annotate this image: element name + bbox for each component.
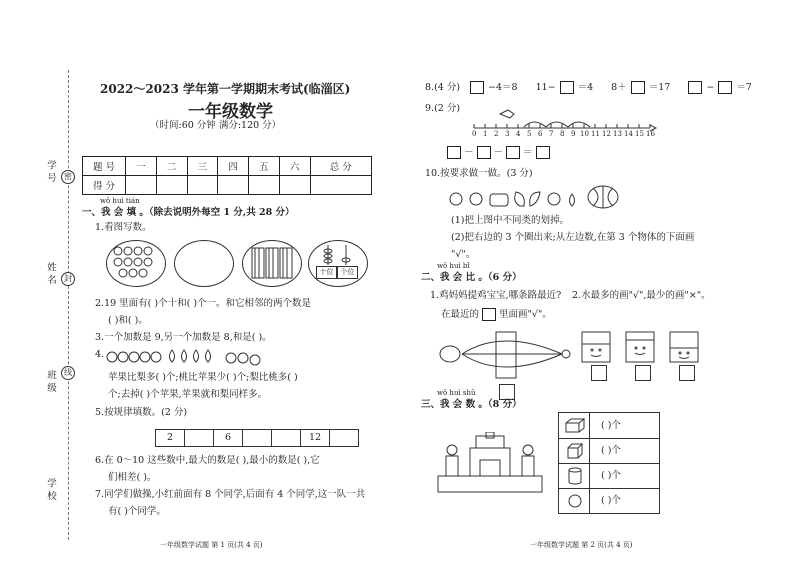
fruit-row-icon bbox=[106, 346, 266, 368]
q3-text: 3.一个加数是 9,另一个加数是 8,和是( )。 bbox=[95, 332, 272, 343]
tick-label: 6 bbox=[538, 130, 543, 138]
section3-pinyin: wǒ huì shǔ bbox=[437, 389, 476, 397]
section1-pinyin: wǒ huì tián bbox=[100, 197, 140, 205]
q4-line1: 苹果比梨多( )个;桃比苹果少( )个;梨比桃多( ) bbox=[108, 372, 298, 383]
cuboid-icon bbox=[565, 418, 585, 434]
score-cell[interactable] bbox=[249, 176, 280, 195]
tick-label: 14 bbox=[624, 130, 633, 138]
q4-line2: 个;去掉( )个苹果,苹果就和梨同样多。 bbox=[108, 389, 268, 400]
cup-answer-box[interactable] bbox=[679, 365, 695, 381]
score-cell[interactable] bbox=[156, 176, 187, 195]
q5-cell[interactable] bbox=[330, 429, 359, 447]
tick-label: 3 bbox=[505, 130, 510, 138]
score-col: 三 bbox=[187, 157, 218, 176]
tick-label: 16 bbox=[646, 130, 655, 138]
binding-school: 学 校 bbox=[45, 478, 56, 501]
tick-label: 8 bbox=[560, 130, 565, 138]
path-answer-box[interactable] bbox=[499, 384, 515, 400]
binding-seal: 密 bbox=[61, 170, 75, 184]
s2-q2: 2.水最多的画"√",最少的画"×"。 bbox=[572, 290, 711, 301]
answer-box[interactable] bbox=[506, 146, 520, 159]
q5-cell[interactable]: 12 bbox=[301, 429, 330, 447]
s2-q1-c: 里面画"√"。 bbox=[499, 308, 552, 320]
count-table bbox=[558, 412, 660, 514]
q5-cell[interactable] bbox=[272, 429, 301, 447]
score-col: 五 bbox=[249, 157, 280, 176]
eq-text: ＝4 bbox=[577, 81, 594, 93]
q2-line2: ( )和( )。 bbox=[108, 315, 148, 326]
tick-label: 9 bbox=[571, 130, 576, 138]
answer-box[interactable] bbox=[718, 81, 732, 94]
section1-title: 一、我 会 填 。（除去说明外每空 1 分,共 28 分） bbox=[82, 207, 295, 218]
answer-box[interactable] bbox=[560, 81, 574, 94]
score-col: 一 bbox=[126, 157, 157, 176]
answer-box[interactable] bbox=[536, 146, 550, 159]
tick-label: 10 bbox=[580, 130, 589, 138]
water-cups-picture bbox=[580, 330, 700, 364]
q5-cell[interactable] bbox=[185, 429, 214, 447]
score-cell[interactable] bbox=[310, 176, 372, 195]
score-cell[interactable] bbox=[279, 176, 310, 195]
eq-text: ＝7 bbox=[736, 81, 752, 93]
tick-label: 15 bbox=[635, 130, 644, 138]
section3-title: 三、我 会 数 。（8 分） bbox=[421, 399, 522, 410]
q6-line2: 们相差( )。 bbox=[108, 472, 157, 483]
cylinder-icon bbox=[568, 467, 582, 485]
answer-box[interactable] bbox=[482, 308, 496, 321]
fruit-objects-icon bbox=[448, 184, 623, 210]
footer-left: 一年级数学试题 第 1 页(共 4 页) bbox=[160, 541, 263, 549]
paths-picture bbox=[436, 330, 576, 382]
binding-name: 姓 名 bbox=[45, 262, 56, 285]
tick-label: 11 bbox=[591, 130, 600, 138]
score-col: 六 bbox=[279, 157, 310, 176]
score-cell[interactable] bbox=[218, 176, 249, 195]
ones-label: 个位 bbox=[337, 266, 358, 279]
q1-text: 1.看图写数。 bbox=[95, 222, 152, 233]
subject-title: 一年级数学 bbox=[188, 102, 273, 122]
count-answer[interactable]: ( )个 bbox=[601, 445, 621, 456]
q10-part1: (1)把上图中不同类的划掉。 bbox=[451, 215, 569, 226]
score-cell[interactable] bbox=[126, 176, 157, 195]
tick-label: 1 bbox=[483, 130, 488, 138]
s2-q1-instruction bbox=[441, 308, 552, 321]
answer-box[interactable] bbox=[688, 81, 702, 94]
binding-feng: 封 bbox=[61, 272, 75, 286]
cup-answer-box[interactable] bbox=[635, 365, 651, 381]
binding-xian: 线 bbox=[61, 366, 75, 380]
time-limit: （时间:60 分钟 满分:120 分） bbox=[150, 120, 282, 131]
tick-label: 4 bbox=[516, 130, 521, 138]
eq-text: −4＝8 bbox=[488, 81, 518, 93]
score-cell[interactable] bbox=[187, 176, 218, 195]
eq-text: ＝17 bbox=[648, 81, 671, 93]
eq-text: 8＋ bbox=[611, 81, 627, 93]
q5-text: 5.按规律填数。(2 分) bbox=[95, 407, 188, 418]
strawberry-icon bbox=[112, 245, 160, 281]
q9-label: 9.(2 分) bbox=[425, 103, 461, 114]
answer-box[interactable] bbox=[447, 146, 461, 159]
tick-label: 5 bbox=[527, 130, 532, 138]
answer-box[interactable] bbox=[477, 146, 491, 159]
q6-line1: 6.在 0～10 这些数中,最大的数是( ),最小的数是( ),它 bbox=[95, 455, 320, 466]
q7-line2: 有( )个同学。 bbox=[108, 506, 166, 517]
q8-label: 8.(4 分) bbox=[425, 82, 461, 93]
q5-cell[interactable]: 6 bbox=[214, 429, 243, 447]
q2-line1: 2.19 里面有( )个十和( )个一。和它相邻的两个数是 bbox=[95, 298, 312, 309]
answer-box[interactable] bbox=[631, 81, 645, 94]
blocks-castle-picture bbox=[436, 432, 546, 496]
answer-box[interactable] bbox=[470, 81, 484, 94]
q10-part3: "√"。 bbox=[451, 249, 476, 260]
q10-part2: (2)把右边的 3 个圈出来;从左边数,在第 3 个物体的下面画 bbox=[451, 232, 695, 243]
s2-q1: 1.鸡妈妈提鸡宝宝,哪条路最近? bbox=[430, 290, 562, 301]
bundle-sticks-icon bbox=[250, 246, 294, 280]
binding-id: 学 号 bbox=[45, 160, 56, 183]
count-answer[interactable]: ( )个 bbox=[601, 470, 621, 481]
score-label: 得 分 bbox=[83, 176, 126, 195]
tick-label: 7 bbox=[549, 130, 554, 138]
binding-line bbox=[68, 70, 69, 540]
tick-label: 12 bbox=[602, 130, 611, 138]
q5-cell[interactable]: 2 bbox=[155, 429, 185, 447]
q5-cell[interactable] bbox=[243, 429, 272, 447]
tick-label: 13 bbox=[613, 130, 622, 138]
score-col: 四 bbox=[218, 157, 249, 176]
eq-text: 11− bbox=[535, 81, 556, 93]
count-answer[interactable]: ( )个 bbox=[601, 420, 621, 431]
count-answer[interactable]: ( )个 bbox=[601, 495, 621, 506]
binding-class: 班 级 bbox=[45, 370, 56, 393]
exam-title: 2022～2023 学年第一学期期末考试(临淄区) bbox=[100, 82, 351, 96]
score-col: 总 分 bbox=[310, 157, 372, 176]
q9-boxes: － － ＝ bbox=[447, 146, 550, 159]
q8-equations bbox=[470, 81, 752, 94]
tick-label: 2 bbox=[494, 130, 499, 138]
empty-oval bbox=[174, 240, 234, 287]
q4-num: 4. bbox=[95, 349, 105, 360]
sphere-icon bbox=[568, 493, 582, 509]
section2-pinyin: wǒ huì bǐ bbox=[437, 262, 470, 270]
tick-label: 0 bbox=[472, 130, 477, 138]
q10-text: 10.按要求做一做。(3 分) bbox=[425, 168, 533, 179]
eq-text: − bbox=[706, 81, 715, 93]
score-head: 题 号 bbox=[83, 157, 126, 176]
abacus-icon bbox=[316, 243, 358, 267]
q5-number-strip bbox=[155, 429, 359, 447]
q7-line1: 7.同学们做操,小红前面有 8 个同学,后面有 4 个同学,这一队一共 bbox=[95, 489, 366, 500]
score-table bbox=[82, 156, 372, 195]
s2-q1-b: 在最近的 bbox=[441, 308, 480, 320]
tens-label: 十位 bbox=[316, 266, 337, 279]
cup-answer-box[interactable] bbox=[591, 365, 607, 381]
cube-icon bbox=[567, 443, 583, 459]
score-col: 二 bbox=[156, 157, 187, 176]
footer-right: 一年级数学试题 第 2 页(共 4 页) bbox=[530, 541, 633, 549]
section2-title: 二、我 会 比 。（6 分） bbox=[421, 272, 522, 283]
